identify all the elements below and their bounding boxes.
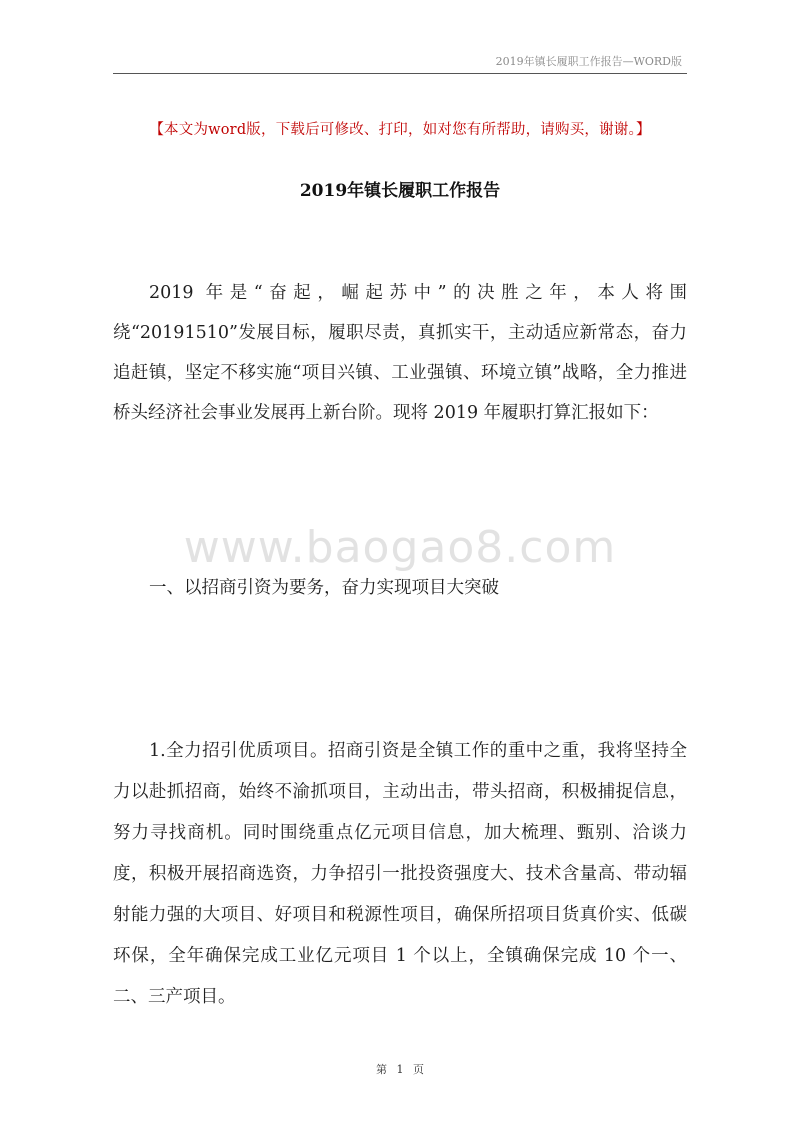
intro-paragraph: 2019 年是“奋起，崛起苏中”的决胜之年，本人将围绕“20191510”发展目标，履职尽责，真抓实干，主动适应新常态，奋力追赶镇，坚定不移实施“项目兴镇、工业强镇、环境立镇”战略，全力推进桥头经济社会事业发展再上新台阶。现将 2019 年履职打算汇报如下： <box>113 283 687 423</box>
footer-prefix: 第 <box>376 1063 387 1076</box>
header-divider <box>113 73 687 74</box>
footer-suffix: 页 <box>413 1063 424 1076</box>
document-title: 2019年镇长履职工作报告 <box>299 181 501 201</box>
download-notice: 【本文为word版，下载后可修改、打印，如对您有所帮助，请购买，谢谢。】 <box>149 122 651 138</box>
item-paragraph-1: 1.全力招引优质项目。招商引资是全镇工作的重中之重，我将坚持全力以赴抓招商，始终不渝抓项目，主动出击，带头招商，积极捕捉信息，努力寻找商机。同时围绕重点亿元项目信息，加大梳理、甄别、洽谈力度，积极开展招商选资，力争招引一批投资强度大、技术含量高、带动辐射能力强的大项目、好项目和税源性项目，确保所招项目货真价实、低碳环保，全年确保完成工业亿元项目 1 个以上，全镇确保完成 10 个一、二、三产项目。 <box>113 741 687 1007</box>
section-heading-1: 一、以招商引资为要务，奋力实现项目大突破 <box>149 578 499 598</box>
page-number: 1 <box>396 1063 404 1076</box>
running-header: 2019年镇长履职工作报告—WORD版 <box>495 55 682 68</box>
watermark: www.baogao8.com <box>183 522 617 573</box>
page-footer <box>0 1061 800 1077</box>
